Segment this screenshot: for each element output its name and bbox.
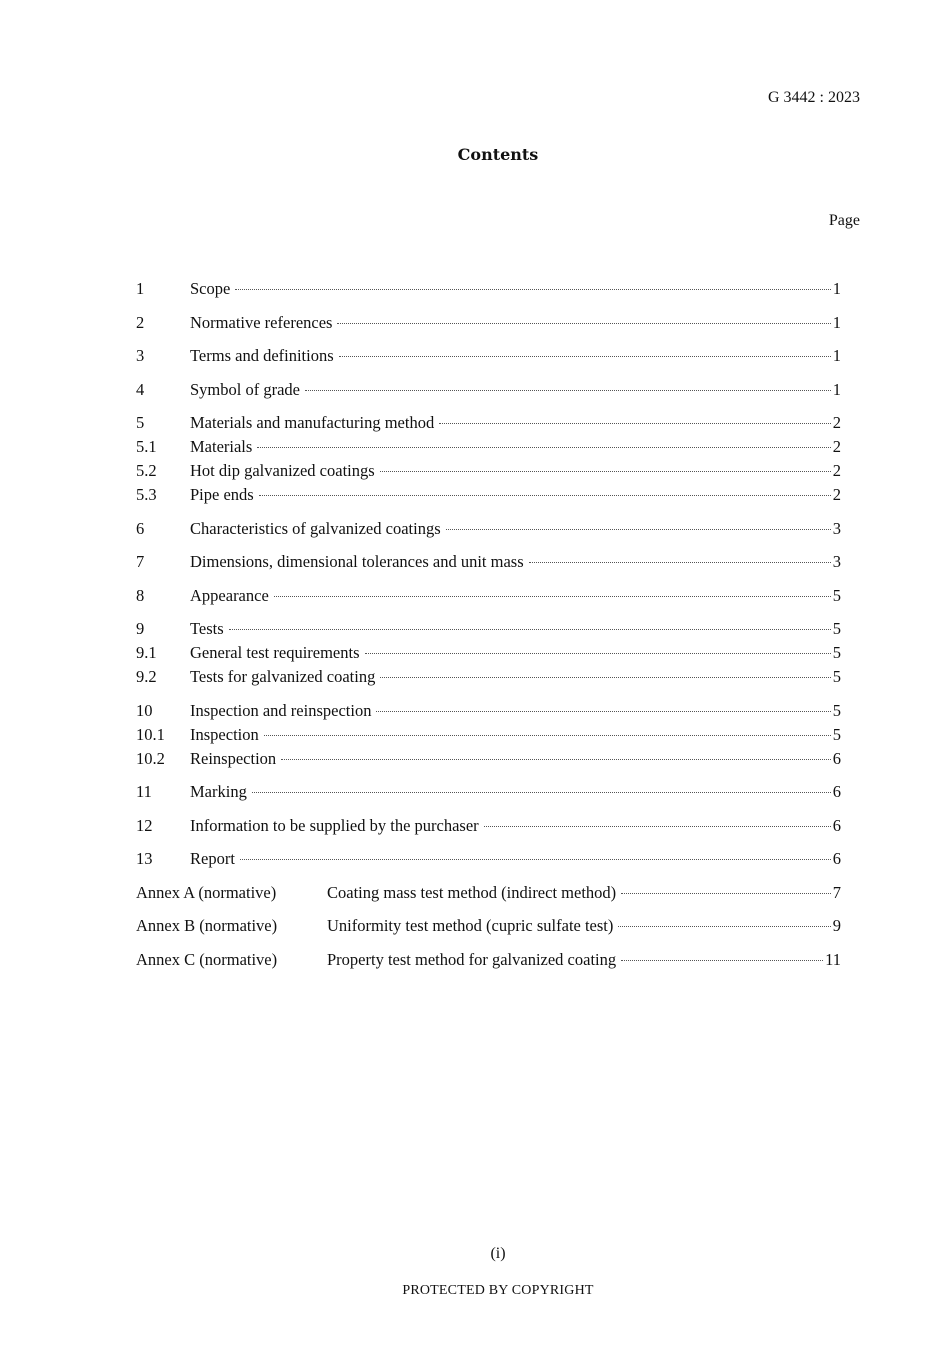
toc-entry-normative-references[interactable]	[136, 311, 841, 335]
toc-entry-label: Materials and manufacturing method	[190, 413, 435, 432]
toc-entry-page: 2	[832, 461, 841, 480]
toc-entry-label: Terms and definitions	[190, 346, 334, 365]
toc-entry-page: 3	[832, 518, 841, 538]
toc-entry-page: 2	[832, 437, 841, 456]
dot-leader	[618, 926, 830, 927]
toc-entry-page: 5	[832, 643, 841, 662]
toc-entry-page: 5	[832, 700, 841, 720]
toc-entry-label: General test requirements	[190, 643, 360, 662]
toc-entry-number: 5.3	[136, 485, 157, 504]
toc-entry-number: 9.2	[136, 667, 157, 686]
toc-entry-page: 2	[832, 413, 841, 432]
toc-annex-b[interactable]	[136, 914, 841, 938]
toc-group	[136, 914, 841, 938]
annex-id: Annex B (normative)	[136, 916, 278, 935]
toc-entry-materials-manufacturing[interactable]	[136, 411, 841, 435]
toc-entry-page: 6	[832, 782, 841, 801]
dot-leader	[259, 495, 831, 496]
toc-entry-label: Inspection	[190, 724, 259, 744]
dot-leader	[439, 423, 831, 424]
toc-entry-marking[interactable]	[136, 780, 841, 804]
dot-leader	[339, 356, 831, 357]
toc-entry-label: Uniformity test method (cupric sulfate test)	[327, 916, 614, 935]
toc-entry-number: 9	[136, 619, 145, 638]
toc-group	[136, 311, 841, 335]
toc-entry-page: 9	[832, 916, 841, 935]
page-number: (i)	[490, 1245, 506, 1262]
toc-entry-number: 6	[136, 518, 145, 538]
toc-group	[136, 617, 841, 689]
toc-entry-number: 10.1	[136, 724, 165, 744]
toc-entry-label: Reinspection	[190, 748, 277, 768]
toc-entry-number: 5.2	[136, 461, 157, 480]
copyright-notice: PROTECTED BY COPYRIGHT	[402, 1283, 594, 1298]
toc-entry-tests[interactable]	[136, 617, 841, 641]
toc-entry-number: 4	[136, 379, 145, 399]
toc-entry-label: Report	[190, 849, 235, 868]
toc-entry-page: 6	[832, 815, 841, 835]
toc-entry-number: 2	[136, 312, 145, 332]
dot-leader	[529, 562, 831, 563]
toc-annex-a[interactable]	[136, 881, 841, 905]
toc-entry-label: Dimensions, dimensional tolerances and unit mass	[190, 552, 524, 571]
toc-entry-label: Pipe ends	[190, 485, 254, 504]
toc-group	[136, 584, 841, 608]
toc-entry-hot-dip-coatings[interactable]	[136, 459, 841, 483]
toc-entry-page: 1	[832, 346, 841, 365]
dot-leader	[380, 677, 830, 678]
toc-group	[136, 517, 841, 541]
toc-group	[136, 699, 841, 771]
dot-leader	[305, 390, 831, 391]
toc-entry-label: Characteristics of galvanized coatings	[190, 518, 441, 538]
toc-entry-number: 8	[136, 585, 145, 605]
document-id: G 3442 : 2023	[768, 89, 860, 106]
toc-entry-number: 11	[136, 782, 152, 801]
toc-entry-page: 5	[832, 724, 841, 744]
toc-entry-number: 7	[136, 552, 145, 571]
toc-entry-number: 3	[136, 346, 145, 365]
toc-entry-label: Scope	[190, 279, 231, 298]
page-column-label: Page	[828, 212, 860, 229]
dot-leader	[274, 596, 831, 597]
annex-id: Annex A (normative)	[136, 882, 277, 902]
toc-group	[136, 814, 841, 838]
toc-entry-label: Appearance	[190, 585, 269, 605]
toc-entry-tests-galvanized-coating[interactable]	[136, 665, 841, 689]
toc-entry-number: 10.2	[136, 748, 165, 768]
dot-leader	[281, 759, 831, 760]
dot-leader	[264, 735, 831, 736]
dot-leader	[380, 471, 831, 472]
toc-group	[136, 948, 841, 972]
table-of-contents	[136, 277, 841, 981]
toc-entry-label: Symbol of grade	[190, 379, 300, 399]
dot-leader	[235, 289, 830, 290]
toc-entry-label: Materials	[190, 437, 253, 456]
toc-entry-number: 5.1	[136, 437, 157, 456]
dot-leader	[484, 826, 831, 827]
toc-entry-label: Coating mass test method (indirect method)	[327, 882, 617, 902]
toc-entry-dimensions[interactable]	[136, 550, 841, 574]
toc-entry-number: 13	[136, 849, 153, 868]
toc-group	[136, 780, 841, 804]
toc-group	[136, 411, 841, 507]
toc-annex-c[interactable]	[136, 948, 841, 972]
toc-entry-terms-definitions[interactable]	[136, 344, 841, 368]
toc-entry-label: Tests	[190, 619, 224, 638]
toc-entry-appearance[interactable]	[136, 584, 841, 608]
toc-entry-label: Normative references	[190, 312, 333, 332]
toc-entry-label: Tests for galvanized coating	[190, 667, 376, 686]
dot-leader	[252, 792, 831, 793]
toc-entry-reinspection[interactable]	[136, 747, 841, 771]
toc-entry-number: 9.1	[136, 643, 157, 662]
toc-entry-general-test-requirements[interactable]	[136, 641, 841, 665]
toc-entry-number: 1	[136, 279, 145, 298]
toc-entry-page: 2	[832, 485, 841, 504]
toc-entry-page: 5	[832, 619, 841, 638]
dot-leader	[229, 629, 831, 630]
toc-group	[136, 277, 841, 301]
toc-entry-number: 5	[136, 413, 145, 432]
toc-entry-inspection[interactable]	[136, 723, 841, 747]
toc-entry-page: 11	[825, 949, 841, 969]
toc-entry-purchaser-information[interactable]	[136, 814, 841, 838]
toc-entry-symbol-of-grade[interactable]	[136, 378, 841, 402]
annex-id: Annex C (normative)	[136, 949, 278, 969]
toc-entry-page: 6	[832, 748, 841, 768]
toc-group	[136, 378, 841, 402]
toc-group	[136, 847, 841, 871]
page-title: Contents	[457, 145, 539, 164]
toc-entry-label: Property test method for galvanized coating	[327, 949, 617, 969]
dot-leader	[365, 653, 831, 654]
toc-entry-scope[interactable]	[136, 277, 841, 301]
toc-entry-page: 1	[832, 279, 841, 298]
dot-leader	[621, 960, 823, 961]
dot-leader	[446, 529, 831, 530]
toc-entry-label: Marking	[190, 782, 247, 801]
dot-leader	[337, 323, 830, 324]
toc-entry-pipe-ends[interactable]	[136, 483, 841, 507]
toc-entry-materials[interactable]	[136, 435, 841, 459]
dot-leader	[376, 711, 830, 712]
toc-group	[136, 881, 841, 905]
toc-entry-page: 7	[832, 882, 841, 902]
toc-entry-characteristics[interactable]	[136, 517, 841, 541]
toc-entry-label: Inspection and reinspection	[190, 700, 372, 720]
dot-leader	[257, 447, 830, 448]
toc-entry-page: 5	[832, 585, 841, 605]
toc-entry-number: 12	[136, 815, 153, 835]
dot-leader	[240, 859, 831, 860]
toc-entry-label: Hot dip galvanized coatings	[190, 461, 375, 480]
toc-entry-page: 6	[832, 849, 841, 868]
toc-entry-inspection-reinspection[interactable]	[136, 699, 841, 723]
toc-entry-label: Information to be supplied by the purchaser	[190, 815, 479, 835]
toc-entry-page: 5	[832, 667, 841, 686]
toc-entry-report[interactable]	[136, 847, 841, 871]
dot-leader	[621, 893, 831, 894]
toc-group	[136, 550, 841, 574]
toc-group	[136, 344, 841, 368]
toc-entry-page: 1	[832, 379, 841, 399]
toc-entry-number: 10	[136, 700, 153, 720]
toc-entry-page: 1	[832, 312, 841, 332]
toc-entry-page: 3	[832, 552, 841, 571]
